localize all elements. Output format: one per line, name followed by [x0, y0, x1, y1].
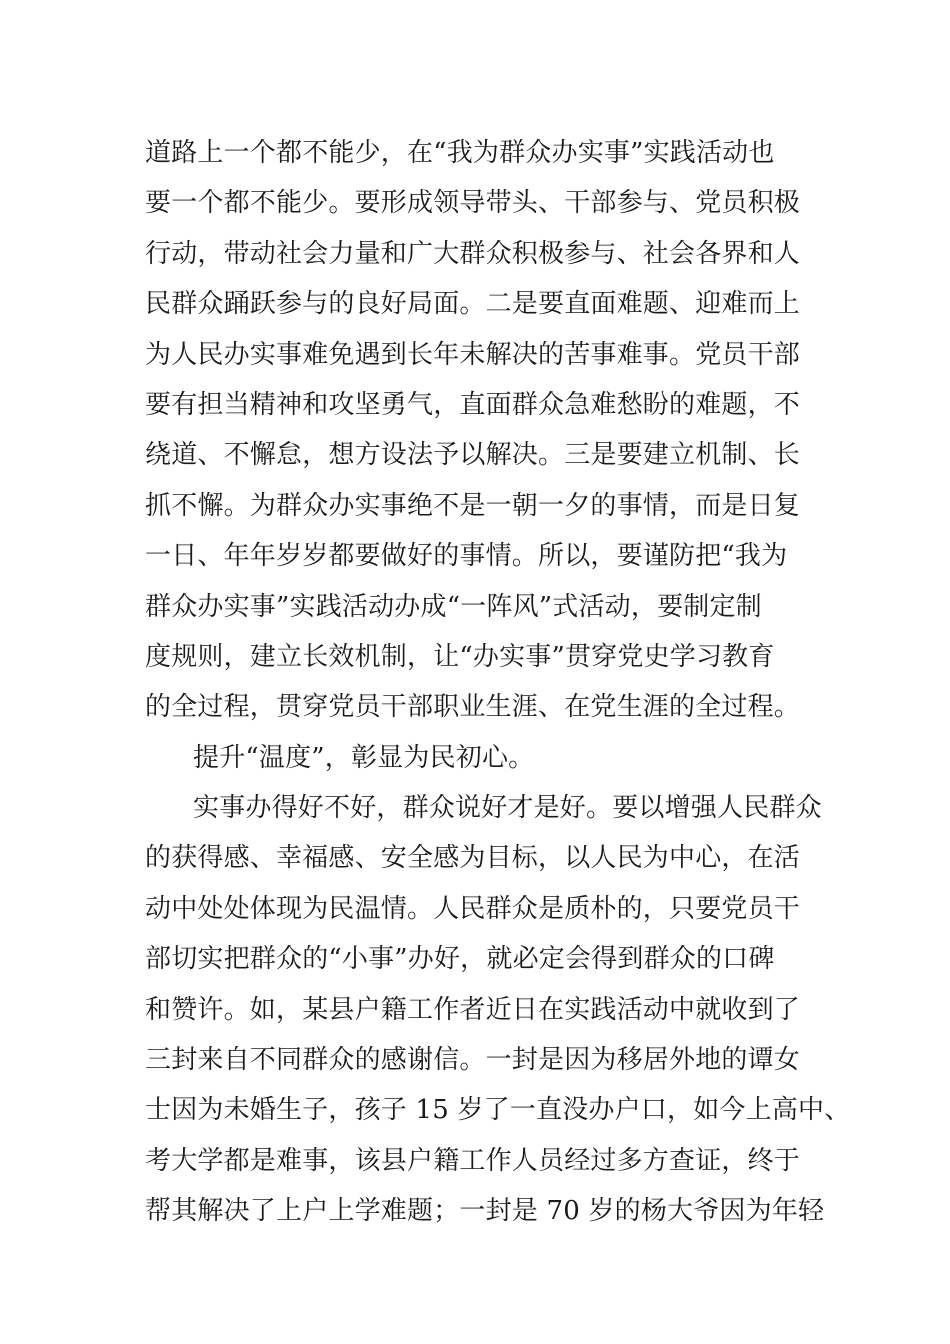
text-line: 行动，带动社会力量和广大群众积极参与、社会各界和人 [145, 238, 801, 269]
text-line: 考大学都是难事，该县户籍工作人员经过多方查证，终于 [145, 1145, 801, 1176]
text-line: 绕道、不懈怠，想方设法予以解决。三是要建立机制、长 [145, 440, 801, 471]
text-line: 动中处处体现为民温情。人民群众是质朴的，只要党员干 [145, 893, 801, 924]
text-line: 为人民办实事难免遇到长年未解决的苦事难事。党员干部 [145, 339, 801, 370]
paragraph-first-line: 提升“温度”，彰显为民初心。 [193, 742, 535, 773]
text-line: 要有担当精神和攻坚勇气，直面群众急难愁盼的难题，不 [145, 389, 801, 420]
text-line: 道路上一个都不能少，在“我为群众办实事”实践活动也 [145, 138, 775, 168]
paragraph-first-line: 实事办得好不好，群众说好才是好。要以增强人民群众 [193, 793, 822, 824]
text-line: 士因为未婚生子，孩子 15 岁了一直没办户口，如今上高中、 [145, 1095, 851, 1126]
text-line: 的获得感、幸福感、安全感为目标，以人民为中心，在活 [145, 843, 801, 874]
text-line: 要一个都不能少。要形成领导带头、干部参与、党员积极 [145, 188, 801, 219]
document-body [145, 128, 851, 1237]
text-line: 部切实把群众的“小事”办好，就必定会得到群众的口碑 [145, 944, 775, 975]
text-line: 帮其解决了上户上学难题；一封是 70 岁的杨大爷因为年轻 [145, 1196, 825, 1227]
text-line: 一日、年年岁岁都要做好的事情。所以，要谨防把“我为 [145, 541, 788, 572]
text-line: 度规则，建立长效机制，让“办实事”贯穿党史学习教育 [145, 641, 775, 672]
text-line: 民群众踊跃参与的良好局面。二是要直面难题、迎难而上 [145, 289, 801, 320]
text-line: 三封来自不同群众的感谢信。一封是因为移居外地的谭女 [145, 1045, 801, 1076]
text-line: 抓不懈。为群众办实事绝不是一朝一夕的事情，而是日复 [145, 490, 801, 521]
text-line: 群众办实事”实践活动办成“一阵风”式活动，要制定制 [145, 591, 762, 622]
text-line: 的全过程，贯穿党员干部职业生涯、在党生涯的全过程。 [145, 692, 801, 723]
text-line: 和赞许。如，某县户籍工作者近日在实践活动中就收到了 [145, 994, 801, 1025]
